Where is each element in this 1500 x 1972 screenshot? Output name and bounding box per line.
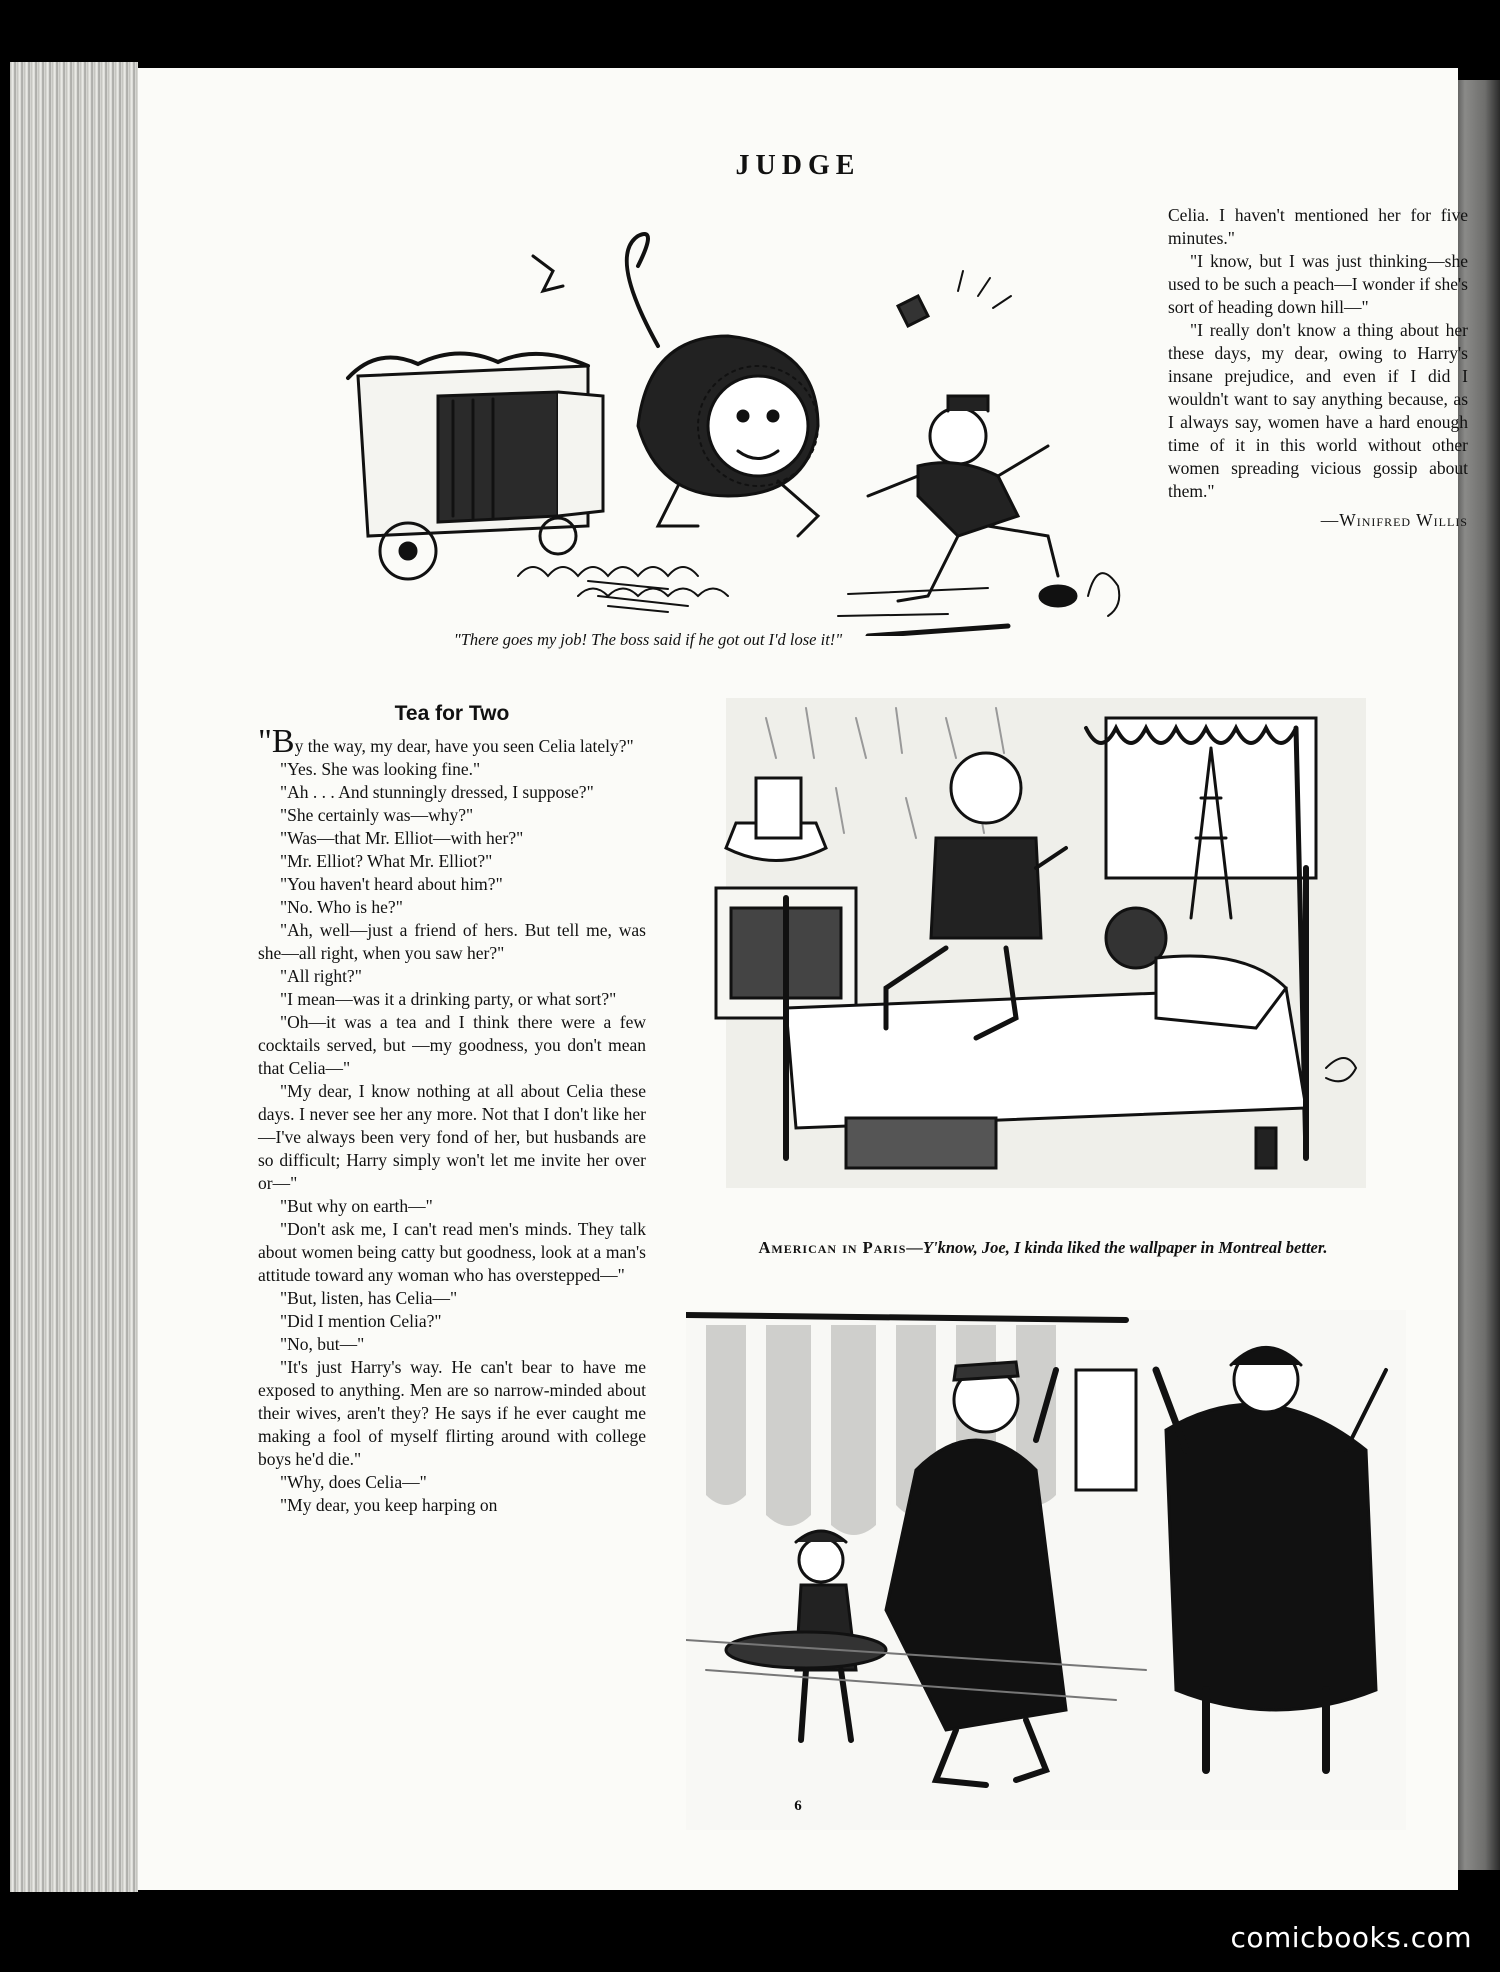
paragraph: "You haven't heard about him?" [280,874,503,894]
paragraph: "Was—that Mr. Elliot—with her?" [280,828,524,848]
paragraph: "My dear, you keep harping on [280,1495,498,1515]
paragraph: "I know, but I was just thinking—she used to be such a peach—I wonder if she's sort of heading down hill—" [1168,251,1468,317]
paragraph: Celia. I haven't mentioned her for five minutes." [1168,205,1468,248]
paragraph: "I mean—was it a drinking party, or what sort?" [280,989,617,1009]
caption-text: —Y'know, Joe, I kinda liked the wallpaper in Montreal better. [906,1238,1328,1257]
page-number: 6 [794,1798,802,1814]
paragraph: "Ah, well—just a friend of hers. But tell me, was she—all right, when you saw her?" [258,920,646,963]
masthead: JUDGE [735,150,861,181]
magazine-page [138,68,1468,1890]
paragraph: "She certainly was—why?" [280,805,474,825]
paragraph: "Ah . . . And stunningly dressed, I suppose?" [280,782,594,802]
paragraph: "It's just Harry's way. He can't bear to have me exposed to anything. Men are so narrow-minded about their wives, aren't they? He says if he ever caught me making a fool of myself flirting around with college boys he'd die." [258,1357,646,1469]
paragraph: "No. Who is he?" [280,897,403,917]
paris-cartoon [686,688,1406,1218]
paragraph: "Mr. Elliot? What Mr. Elliot?" [280,851,493,871]
paragraph: "Oh—it was a tea and I think there were a few cocktails served, but —my goodness, you don't mean that Celia—" [258,1012,646,1078]
paragraph: "I really don't know a thing about her these days, my dear, owing to Harry's insane prejudice, and even if I did I wouldn't want to say anything because, as I always say, women have a hard enough time of it in this world without other women spreading vicious gossip about them." [1168,320,1468,501]
paragraph: "Why, does Celia—" [280,1472,427,1492]
story-opening [258,723,646,760]
story-column [258,723,646,1517]
paragraph: "Did I mention Celia?" [280,1311,442,1331]
author-signature: —Winifred Willis [1320,510,1468,530]
story-title: Tea for Two [394,702,510,725]
drop-cap: "B [258,723,295,760]
opening-text: y the way, my dear, have you seen Celia lately?" [294,736,634,756]
top-right-column [1168,204,1468,532]
lion-cartoon-caption: "There goes my job! The boss said if he got out I'd lose it!" [453,630,843,649]
watermark: comicbooks.com [1230,1921,1472,1954]
paris-cartoon-caption [693,1238,1393,1258]
paragraph: "But why on earth—" [280,1196,433,1216]
street-cartoon [686,1310,1406,1830]
paragraph: "All right?" [280,966,362,986]
paragraph: "Yes. She was looking fine." [280,759,481,779]
paragraph: "But, listen, has Celia—" [280,1288,458,1308]
paragraph: "My dear, I know nothing at all about Celia these days. I never see her any more. Not that I don't like her—I've always been very fond of her, but husbands are so difficult; Harry simply won't let me invite her over or—" [258,1081,646,1193]
book-page-edges [10,62,138,1892]
paragraph: "Don't ask me, I can't read men's minds. They talk about women being catty but goodness, look at a man's attitude toward any woman who has overstepped—" [258,1219,646,1285]
lion-cartoon [258,196,1168,636]
caption-label: American in Paris [758,1238,907,1257]
paragraph: "No, but—" [280,1334,365,1354]
